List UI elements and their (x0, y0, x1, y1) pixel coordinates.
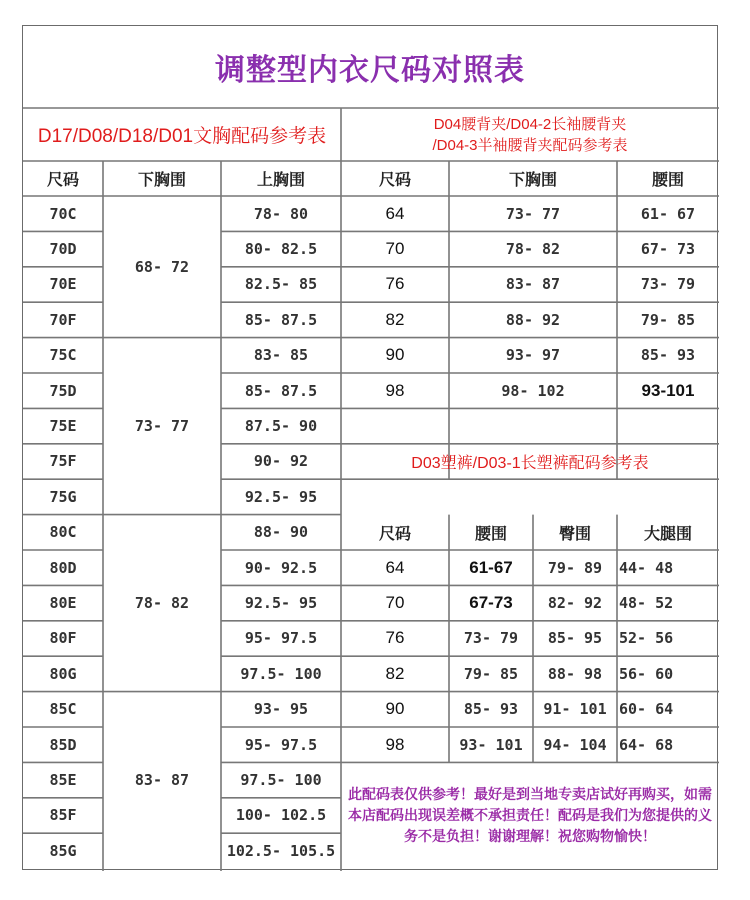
waist-underbust-cell: 98- 102 (501, 381, 565, 400)
bra-size-cell: 70E (49, 275, 77, 294)
bra-bust-cell: 90- 92.5 (244, 558, 318, 577)
bra-size-cell: 75E (49, 417, 77, 436)
waist-waist-cell: 93-101 (641, 380, 695, 400)
bra-table-title: D17/D08/D18/D01文胸配码参考表 (37, 126, 327, 147)
bra-size-cell: 85C (49, 700, 77, 719)
bra-size-cell: 85G (49, 841, 77, 860)
bra-underbust-cell: 73- 77 (134, 417, 190, 436)
pants-waist-cell: 85- 93 (463, 700, 519, 719)
page-title: 调整型内衣尺码对照表 (215, 53, 525, 88)
waist-underbust-cell: 93- 97 (505, 346, 561, 365)
waist-underbust-cell: 83- 87 (505, 275, 561, 294)
pants-hip-cell: 91- 101 (543, 700, 607, 719)
pants-thigh-cell: 56- 60 (619, 664, 674, 683)
pants-size-cell: 70 (385, 593, 405, 613)
pants-hip-cell: 94- 104 (543, 735, 607, 754)
waist-waist-cell: 67- 73 (640, 240, 696, 259)
bra-size-cell: 75D (49, 381, 77, 400)
bra-size-cell: 70D (49, 240, 77, 259)
bra-size-cell: 80F (49, 629, 77, 648)
waist-size-cell: 98 (385, 380, 405, 400)
pants-size-cell: 98 (385, 734, 405, 754)
waist-waist-cell: 79- 85 (640, 310, 696, 329)
bra-bust-cell: 78- 80 (253, 204, 309, 223)
bra-size-cell: 75G (49, 487, 77, 506)
bra-size-cell: 70C (49, 204, 77, 223)
bra-bust-cell: 93- 95 (253, 700, 309, 719)
waist-size-cell: 90 (385, 345, 405, 365)
bra-bust-cell: 83- 85 (253, 346, 309, 365)
bra-size-cell: 75F (49, 452, 77, 471)
bra-bust-cell: 80- 82.5 (244, 240, 318, 259)
waist-waist-cell: 85- 93 (640, 346, 696, 365)
pants-waist-cell: 73- 79 (463, 629, 519, 648)
bra-bust-cell: 87.5- 90 (244, 417, 318, 436)
bra-size-cell: 85D (49, 735, 77, 754)
bra-size-cell: 85E (49, 771, 77, 790)
bra-underbust-cell: 78- 82 (134, 594, 190, 613)
bra-bust-cell: 85- 87.5 (244, 381, 318, 400)
pants-size-cell: 76 (385, 628, 405, 648)
bra-bust-cell: 95- 97.5 (244, 735, 318, 754)
bra-bust-cell: 92.5- 95 (244, 594, 318, 613)
pants-waist-cell: 93- 101 (459, 735, 523, 754)
pants-thigh-cell: 52- 56 (619, 629, 674, 648)
bra-bust-cell: 102.5- 105.5 (226, 841, 336, 860)
bra-bust-cell: 97.5- 100 (240, 664, 322, 683)
pants-header-hip: 臀围 (558, 523, 591, 543)
bra-header-bust: 上胸围 (256, 170, 305, 189)
waist-size-cell: 76 (385, 274, 405, 294)
bra-bust-cell: 90- 92 (253, 452, 309, 471)
bra-bust-cell: 92.5- 95 (244, 487, 318, 506)
waist-underbust-cell: 73- 77 (505, 204, 561, 223)
bra-size-cell: 80D (49, 558, 77, 577)
pants-thigh-cell: 44- 48 (619, 558, 674, 577)
waist-size-cell: 82 (385, 309, 405, 329)
pants-size-cell: 64 (385, 557, 405, 577)
bra-header-size: 尺码 (46, 170, 79, 189)
waist-trainer-title-line1: D04腰背夹/D04-2长袖腰背夹 (433, 115, 627, 133)
pants-waist-cell: 67-73 (469, 593, 513, 613)
waist-waist-cell: 61- 67 (640, 204, 696, 223)
waist-underbust-cell: 88- 92 (505, 310, 561, 329)
bra-bust-cell: 82.5- 85 (244, 275, 318, 294)
waist-header-size: 尺码 (378, 170, 411, 189)
pants-waist-cell: 79- 85 (463, 664, 519, 683)
bra-bust-cell: 100- 102.5 (235, 806, 327, 825)
bra-underbust-cell: 83- 87 (134, 771, 190, 790)
bra-header-underbust: 下胸围 (137, 170, 186, 189)
waist-size-cell: 64 (385, 203, 405, 223)
pants-thigh-cell: 60- 64 (619, 700, 674, 719)
waist-header-waist: 腰围 (651, 170, 684, 189)
pants-waist-cell: 61-67 (469, 557, 513, 577)
pants-hip-cell: 82- 92 (547, 594, 603, 613)
bra-bust-cell: 88- 90 (253, 523, 309, 542)
waist-header-underbust: 下胸围 (508, 170, 557, 189)
pants-hip-cell: 85- 95 (547, 629, 603, 648)
pants-size-cell: 82 (385, 663, 405, 683)
pants-hip-cell: 79- 89 (547, 558, 603, 577)
disclaimer-note: 此配码表仅供参考！最好是到当地专卖店试好再购买，如需本店配码出现误差概不承担责任！配码是我们为您提供的义务不是负担！谢谢理解！祝您购物愉快！ (348, 787, 712, 846)
bra-bust-cell: 85- 87.5 (244, 310, 318, 329)
bra-size-cell: 75C (49, 346, 77, 365)
bra-bust-cell: 97.5- 100 (240, 771, 322, 790)
waist-trainer-title-line2: /D04-3半袖腰背夹配码参考表 (432, 136, 628, 154)
bra-size-cell: 80G (49, 664, 77, 683)
pants-header-thigh: 大腿围 (643, 523, 692, 543)
waist-trainer-table-title (341, 108, 719, 161)
bra-underbust-cell: 68- 72 (134, 257, 190, 276)
size-chart-container (22, 25, 718, 870)
pants-thigh-cell: 64- 68 (619, 735, 674, 754)
pants-hip-cell: 88- 98 (547, 664, 603, 683)
waist-size-cell: 70 (385, 239, 405, 259)
bra-size-cell: 80C (49, 523, 77, 542)
pants-table-title: D03塑裤/D03-1长塑裤配码参考表 (411, 454, 649, 472)
bra-size-cell: 80E (49, 594, 77, 613)
bra-bust-cell: 95- 97.5 (244, 629, 318, 648)
pants-thigh-cell: 48- 52 (619, 594, 674, 613)
pants-header-waist: 腰围 (474, 523, 507, 543)
pants-size-cell: 90 (385, 699, 405, 719)
bra-size-cell: 85F (49, 806, 77, 825)
bra-size-cell: 70F (49, 310, 77, 329)
waist-underbust-cell: 78- 82 (505, 240, 561, 259)
waist-waist-cell: 73- 79 (640, 275, 696, 294)
pants-header-size: 尺码 (378, 523, 411, 543)
